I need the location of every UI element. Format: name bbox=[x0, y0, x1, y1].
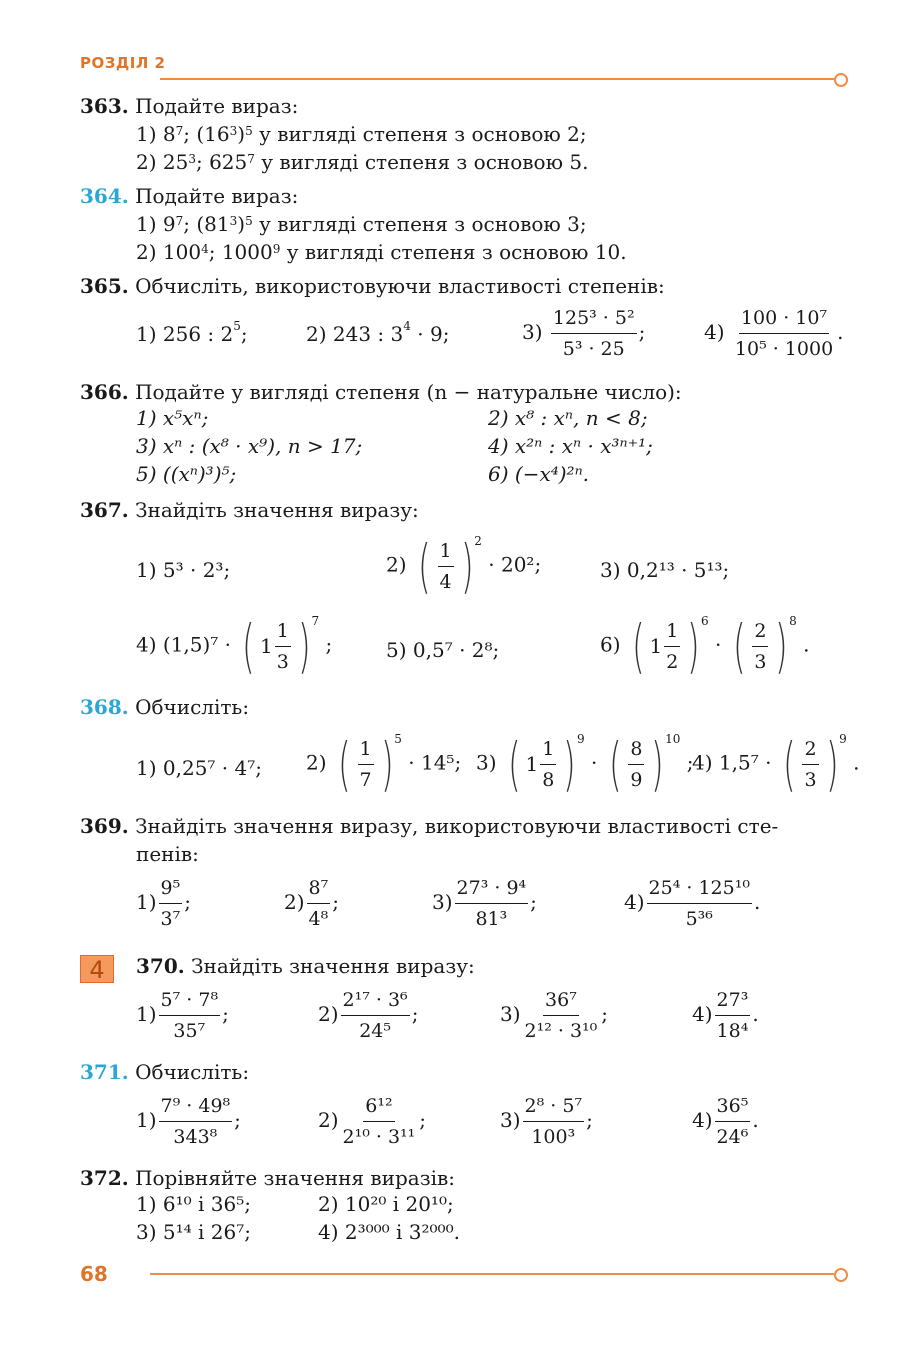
problem-title: Подайте вираз: bbox=[135, 94, 299, 118]
problem-366 bbox=[80, 378, 850, 406]
section-header: РОЗДІЛ 2 bbox=[80, 54, 166, 72]
item-line: 2) $25^3$; $625^7$ у вигляді степеня з основою 5. bbox=[136, 150, 589, 174]
problem-367 bbox=[80, 496, 850, 524]
problem-number: 369. bbox=[80, 814, 129, 838]
item-367-2: 2) ( 1 4 ) 2 · 20²; bbox=[386, 532, 542, 600]
item-372-1: 1) 6¹⁰ і 36⁵; bbox=[136, 1192, 251, 1216]
problem-title: Знайдіть значення виразу: bbox=[135, 498, 419, 522]
item-368-4: 4) 1,5⁷ · ( 2 3 ) 9 . bbox=[692, 730, 860, 798]
item-367-5: 5) 0,5⁷ · 2⁸; bbox=[386, 638, 500, 662]
item-367-4: 4) (1,5)⁷ · ( 1 1 3 ) 7 ; bbox=[136, 612, 333, 680]
parenthesized-fraction: ( 1 4 ) 2 bbox=[417, 532, 482, 600]
problem-370 bbox=[136, 952, 906, 980]
item-line: 1) $9^7$; $(81^3)^5$ у вигляді степеня з основою 3; bbox=[136, 212, 587, 236]
difficulty-badge: 4 bbox=[80, 955, 114, 983]
problem-number: 368. bbox=[80, 695, 129, 719]
footer-rule-end bbox=[834, 1268, 848, 1282]
problem-368 bbox=[80, 693, 850, 721]
problem-number: 367. bbox=[80, 498, 129, 522]
parenthesized-fraction: ( 2 3 ) 9 bbox=[782, 730, 847, 798]
problem-number: 370. bbox=[136, 954, 185, 978]
header-rule bbox=[160, 78, 834, 80]
problem-title: Подайте у вигляді степеня (n − натуральне число): bbox=[135, 380, 682, 404]
problem-number: 371. bbox=[80, 1060, 129, 1084]
item-367-6: 6) ( 1 1 2 ) 6 · ( 2 3 ) 8 . bbox=[600, 612, 810, 680]
problem-number: 365. bbox=[80, 274, 129, 298]
problem-372 bbox=[80, 1164, 850, 1192]
item-366-2: 2) x⁸ : xⁿ, n < 8; bbox=[488, 406, 648, 430]
parenthesized-mixed-number: ( 1 1 8 ) 9 bbox=[507, 730, 585, 798]
item-372-4: 4) 2³⁰⁰⁰ і 3²⁰⁰⁰. bbox=[318, 1220, 460, 1244]
problem-title: Обчисліть: bbox=[135, 1060, 250, 1084]
item-369-3: 3) $\frac{\text{27³ · 9⁴}}{\text{81³}}$ ; bbox=[432, 877, 537, 930]
item-365-3: 3) $\frac{\text{125³ · 5²}}{\text{5³ · 25}}$ ; bbox=[522, 307, 646, 360]
problem-371 bbox=[80, 1058, 850, 1086]
item-366-4: 4) x²ⁿ : xⁿ · x³ⁿ⁺¹; bbox=[488, 434, 653, 458]
item-line: 1) $8^7$; $(16^3)^5$ у вигляді степеня з основою 2; bbox=[136, 122, 587, 146]
item-369-1: 1) $\frac{\text{9⁵}}{\text{3⁷}}$ ; bbox=[136, 877, 191, 930]
parenthesized-fraction: ( 2 3 ) 8 bbox=[732, 612, 797, 680]
item-365-2: 2) 243 : $3^4 \cdot 9$; bbox=[306, 319, 450, 346]
item-371-4: 4) $\frac{\text{36⁵}}{\text{24⁶}}$ . bbox=[692, 1095, 759, 1148]
problem-title: Порівняйте значення виразів: bbox=[135, 1166, 456, 1190]
item-371-2: 2) $\frac{\text{6¹²}}{\text{2¹⁰ · 3¹¹}}$ ; bbox=[318, 1095, 427, 1148]
problem-title-continued: пенів: bbox=[136, 842, 199, 866]
problem-title: Знайдіть значення виразу, використовуючи властивості сте- bbox=[135, 814, 779, 838]
parenthesized-fraction: ( 8 9 ) 10 bbox=[608, 730, 681, 798]
item-366-5: 5) ((xⁿ)³)⁵; bbox=[136, 462, 237, 486]
problem-363 bbox=[80, 92, 850, 176]
problem-title: Подайте вираз: bbox=[135, 184, 299, 208]
item-365-1: 1) 256 : $2^5$; bbox=[136, 319, 248, 346]
header-rule-end bbox=[834, 73, 848, 87]
parenthesized-fraction: ( 1 7 ) 5 bbox=[337, 730, 402, 798]
problem-number: 363. bbox=[80, 94, 129, 118]
page-number: 68 bbox=[80, 1262, 108, 1286]
parenthesized-mixed-number: ( 1 1 2 ) 6 bbox=[631, 612, 709, 680]
problem-title: Обчисліть, використовуючи властивості степенів: bbox=[135, 274, 665, 298]
item-366-1: 1) x⁵xⁿ; bbox=[136, 406, 209, 430]
problem-number: 364. bbox=[80, 184, 129, 208]
problem-number: 372. bbox=[80, 1166, 129, 1190]
item-369-2: 2) $\frac{\text{8⁷}}{\text{4⁸}}$ ; bbox=[284, 877, 339, 930]
item-371-3: 3) $\frac{\text{2⁸ · 5⁷}}{\text{100³}}$ ; bbox=[500, 1095, 593, 1148]
item-368-2: 2) ( 1 7 ) 5 · 14⁵; bbox=[306, 730, 462, 798]
item-372-3: 3) 5¹⁴ і 26⁷; bbox=[136, 1220, 251, 1244]
item-366-3: 3) xⁿ : (x⁸ · x⁹), n > 17; bbox=[136, 434, 363, 458]
item-370-3: 3) $\frac{\text{36⁷}}{\text{2¹² · 3¹⁰}}$ ; bbox=[500, 989, 609, 1042]
item-370-2: 2) $\frac{\text{2¹⁷ · 3⁶}}{\text{24⁵}}$ ; bbox=[318, 989, 419, 1042]
problem-364 bbox=[80, 182, 850, 266]
problem-369 bbox=[80, 812, 850, 868]
item-372-2: 2) 10²⁰ і 20¹⁰; bbox=[318, 1192, 454, 1216]
item-365-4: 4) $\frac{\text{100 · 10⁷}}{\text{10⁵ · 1000}}$ . bbox=[704, 307, 844, 360]
problem-title: Знайдіть значення виразу: bbox=[191, 954, 475, 978]
item-368-1: 1) 0,25⁷ · 4⁷; bbox=[136, 756, 262, 780]
problem-365 bbox=[80, 272, 850, 300]
item-366-6: 6) (−x⁴)²ⁿ. bbox=[488, 462, 590, 486]
item-371-1: 1) $\frac{\text{7⁹ · 49⁸}}{\text{343⁸}}$ ; bbox=[136, 1095, 241, 1148]
problem-number: 366. bbox=[80, 380, 129, 404]
fraction: $\frac{\text{100 · 10⁷}}{\text{10⁵ · 1000}}$ bbox=[734, 307, 834, 360]
parenthesized-mixed-number: ( 1 1 3 ) 7 bbox=[242, 612, 320, 680]
item-367-1: 1) 5³ · 2³; bbox=[136, 558, 231, 582]
footer-rule bbox=[150, 1273, 834, 1275]
item-368-3: 3) ( 1 1 8 ) 9 · ( 8 9 ) 10 ; bbox=[476, 730, 694, 798]
problem-title: Обчисліть: bbox=[135, 695, 250, 719]
item-370-4: 4) $\frac{\text{27³}}{\text{18⁴}}$ . bbox=[692, 989, 759, 1042]
item-367-3: 3) 0,2¹³ · 5¹³; bbox=[600, 558, 730, 582]
item-369-4: 4) $\frac{\text{25⁴ · 125¹⁰}}{\text{5³⁶}}$ . bbox=[624, 877, 761, 930]
item-370-1: 1) $\frac{\text{5⁷ · 7⁸}}{\text{35⁷}}$ ; bbox=[136, 989, 229, 1042]
fraction: $\frac{\text{125³ · 5²}}{\text{5³ · 25}}$ bbox=[552, 307, 635, 360]
item-line: 2) $100^4$; 1000$^9$ у вигляді степеня з основою 10. bbox=[136, 240, 627, 264]
